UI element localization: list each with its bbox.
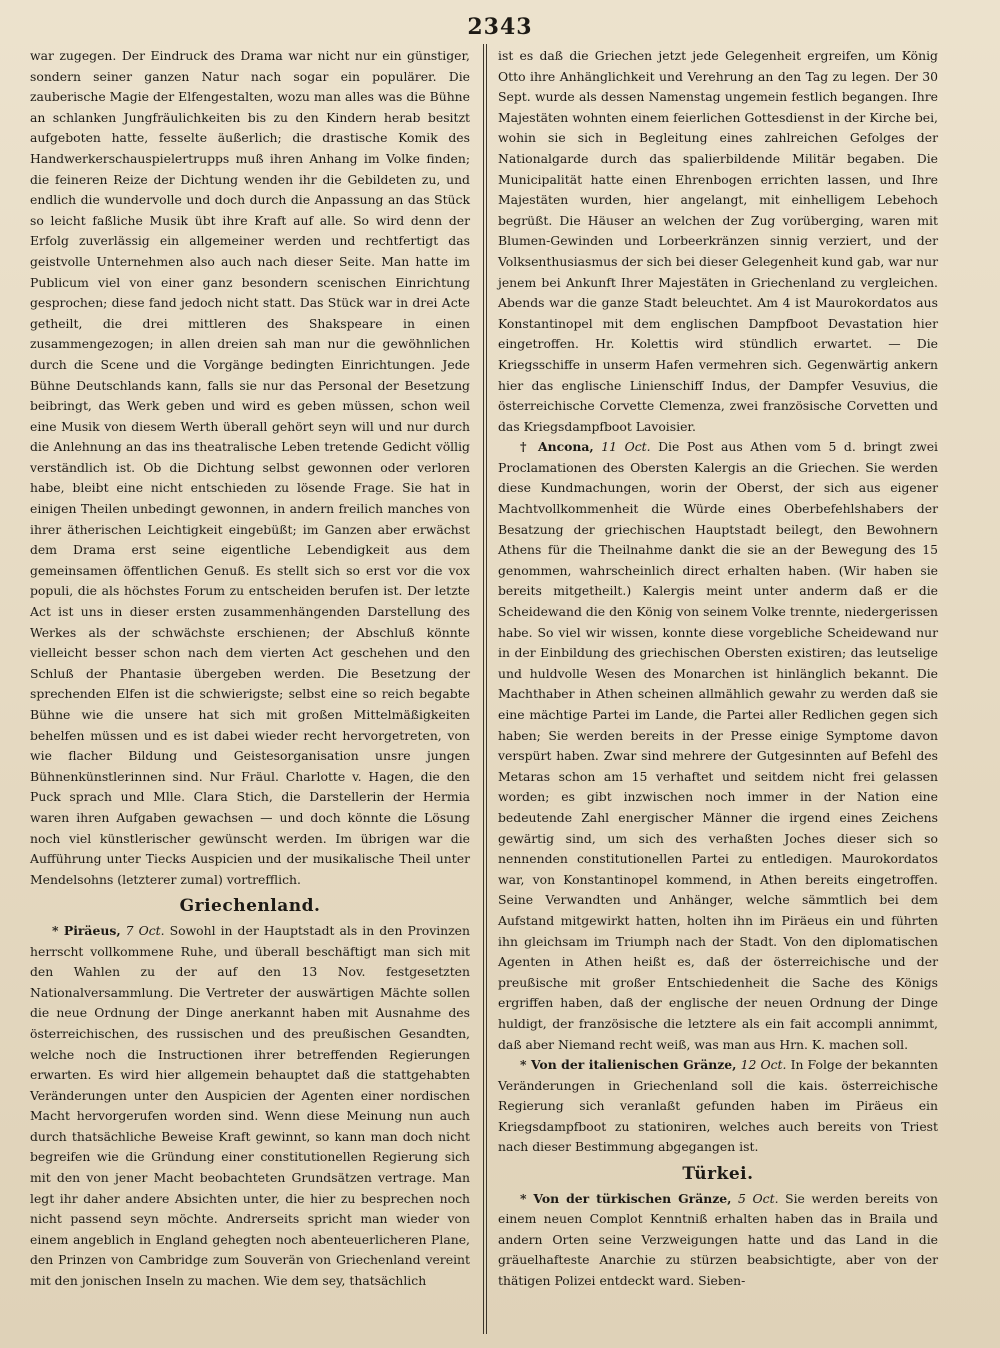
column-divider [483, 44, 487, 1334]
section-title-turkey: Türkei. [682, 1164, 754, 1185]
dateline-date: 12 Oct. [740, 1057, 787, 1073]
turkish-border-report [498, 1189, 938, 1292]
ancona-report [498, 437, 938, 1055]
right-column [498, 46, 938, 1292]
report-text: In Folge der bekannten Veränderungen in Griechenland soll die kais. österreichische Regierung sich veranlaßt gefunden haben im Piräeus ein Kriegsdampfboot zu stationiren, welches auch bereits von Triest nach dieser Bestimmung abgegangen ist. [498, 1057, 938, 1155]
report-text: Sie werden bereits von einem neuen Complot Kenntniß erhalten haben das in Braila und andern Orten seine Verzweigungen hatte und das Land in die gräuelhafteste Anarchie zu stürzen beabsichtigte, aber von der thätigen Polizei entdeckt ward. Sieben- [498, 1190, 938, 1289]
greece-continued-paragraph: ist es daß die Griechen jetzt jede Gelegenheit ergreifen, um König Otto ihre Anhänglichkeit und Verehrung an den Tag zu legen. Der 30 Sept. wurde als dessen Namenstag ungemein festlich begangen. Ihre Majestäten wohnten einem feierlichen Gottesdienst in der Kirche bei, wohin sie sich in Begleitung eines zahlreichen Gefolges der Nationalgarde durch das spalierbildende Militär begaben. Die Municipalität hatte einen Ehrenbogen errichten lassen, und Ihre Majestäten wurden, hier angelangt, mit einhelligem Lebehoch begrüßt. Die Häuser an welchen der Zug vorüberging, waren mit Blumen-Gewinden und Lorbeerkränzen sinnig verziert, und der Volksenthusiasmus der sich bei dieser Gelegenheit kund gab, war nur jenem bei Ankunft Ihrer Majestäten in Griechenland zu vergleichen. Abends war die ganze Stadt beleuchtet. Am 4 ist Maurokordatos aus Konstantinopel mit dem englischen Dampfboot Devastation hier eingetroffen. Hr. Kolettis wird stündlich erwartet. — Die Kriegsschiffe in unserm Hafen vermehren sich. Gegenwärtig ankern hier das englische Linienschiff Indus, der Dampfer Vesuvius, die österreichische Corvette Clemenza, zwei französische Corvetten und das Kriegsdampfboot Lavoisier. [498, 48, 938, 434]
theatre-review-paragraph: war zugegen. Der Eindruck des Drama war nicht nur ein günstiger, sondern seiner ganzen Natur nach sogar ein populärer. Die zauberische Magie der Elfengestalten, wozu man alles was die Bühne an schlanken Jungfräulichkeiten bis zu den Kindern herab besitzt aufgeboten hatte, fesselte äußerlich; die drastische Komik des Handwerkerschauspielertrupps muß ihren Anhang im Volke finden; die feineren Reize der Dichtung wenden ihr die Gebildeten zu, und endlich die wundervolle und doch durch die Anpassung an das Stück so leicht faßliche Musik übt ihre Kraft auf alle. So wird denn der Erfolg zuverlässig ein allgemeiner werden und rechtfertigt das geistvolle Unternehmen also auch nach dieser Seite. Man hatte im Publicum viel von einer ganz besondern scenischen Einrichtung gesprochen; diese fand jedoch nicht statt. Das Stück war in drei Acte getheilt, die drei mittleren des Shakspeare in einen zusammengezogen; in allen dreien sah man nur die gewöhnlichen durch die Scene und die Vorgänge bedingten Einrichtungen. Jede Bühne Deutschlands kann, falls sie nur das Personal der Besetzung beibringt, das Werk geben und wird es geben müssen, schon weil eine Musik von diesem Werth überall gehört seyn will und nur durch die Anlehnung an das ins theatralische Leben tretende Gedicht völlig verständlich ist. Ob die Dichtung selbst gewonnen oder verloren habe, bleibt eine nicht entschieden zu lösende Frage. Sie hat in einigen Theilen unbedingt gewonnen, in andern freilich manches von ihrer ätherischen Leichtigkeit eingebüßt; im Ganzen aber erwächst dem Drama erst seine eigentliche Lebendigkeit aus dem gemeinsamen öffentlichen Genuß. Es stellt sich so erst vor die vox populi, die als höchstes Forum zu entscheiden berufen ist. Der letzte Act ist uns in dieser ersten zusammenhängenden Darstellung des Werkes als der schwächste erschienen; der Abschluß könnte vielleicht besser schon nach dem vierten Act geschehen und den Schluß der Phantasie übergeben werden. Die Besetzung der sprechenden Elfen ist die schwierigste; selbst eine so reich begabte Bühne wie die unsere hat sich mit großen Mittelmäßigkeiten behelfen müssen und es ist dabei wieder recht hervorgetreten, von wie flacher Bildung und Geistesorganisation unsre jungen Bühnenkünstlerinnen sind. Nur Fräul. Charlotte v. Hagen, die den Puck sprach und Mlle. Clara Stich, die Darstellerin der Hermia waren ihren Aufgaben gewachsen — und doch könnte die Lösung noch viel künstlerischer gewünscht werden. Im übrigen war die Aufführung unter Tiecks Auspicien und der musikalische Theil unter Mendelsohns (letzterer zumal) vortrefflich. [30, 48, 470, 887]
page-number: 2343 [467, 14, 533, 40]
piraeus-report [30, 921, 470, 1292]
dateline-place: * Von der italienischen Gränze, [520, 1057, 737, 1073]
dateline-place: † Ancona, [520, 439, 594, 455]
report-text: Sowohl in der Hauptstadt als in den Provinzen herrscht vollkommene Ruhe, und überall beschäftigt man sich mit den Wahlen zu der auf den 13 Nov. festgesetzten Nationalversammlung. Die Vertreter der auswärtigen Mächte sollen die neue Ordnung der Dinge anerkannt haben mit Ausnahme des österreichischen, des russischen und des preußischen Gesandten, welche noch die Instructionen ihrer betreffenden Regierungen erwarten. Es wird hier allgemein behauptet daß die stattgehabten Veränderungen unter den Auspicien der Agenten einer nordischen Macht hervorgerufen worden sind. Wenn diese Meinung nun auch durch thatsächliche Beweise Kraft gewinnt, so kann man doch nicht begreifen wie die Gründung einer constitutionellen Regierung sich mit den von jener Macht beobachteten Grundsätzen vertrage. Man legt ihr daher andere Absichten unter, die hier zu besprechen noch nicht passend seyn möchte. Andrerseits spricht man wieder von einem angeblich in England gehegten noch abenteuerlicheren Plane, den Prinzen von Cambridge zum Souverän von Griechenland vereint mit den jonischen Inseln zu machen. Wie dem sey, thatsächlich [30, 922, 470, 1289]
italian-border-report [498, 1055, 938, 1158]
dateline-date: 5 Oct. [738, 1190, 779, 1206]
dateline-place: * Piräeus, [52, 922, 121, 938]
section-title-greece: Griechenland. [179, 896, 321, 917]
dateline-date: 11 Oct. [601, 439, 651, 455]
dateline-date: 7 Oct. [125, 922, 165, 938]
report-text: Die Post aus Athen vom 5 d. bringt zwei Proclamationen des Obersten Kalergis an die Griechen. Sie werden diese Kundmachungen, worin der Oberst, der sich aus eigener Machtvollkommenheit die Würde eines Oberbefehlshabers der Besatzung der griechischen Hauptstadt beilegt, den Bewohnern Athens für die Theilnahme dankt die sie an der Bewegung des 15 genommen, wahrscheinlich direct erhalten haben. (Wir haben sie bereits mitgetheilt.) Kalergis meint unter anderm daß er die Scheidewand die den König von seinem Volke trennte, niedergerissen habe. So viel wir wissen, konnte diese vorgebliche Scheidewand nur in der Einbildung des griechischen Obersten existiren; das leutselige und huldvolle Wesen des Monarchen ist hinlänglich bekannt. Die Machthaber in Athen scheinen allmählich gewahr zu werden daß sie eine mächtige Partei im Lande, die Partei aller Redlichen gegen sich haben; Sie werden bereits in der Presse einige Symptome davon verspürt haben. Zwar sind mehrere der Gutgesinnten auf Befehl des Metaras schon am 15 verhaftet und seitdem nicht frei gelassen worden; es gibt inzwischen noch immer in der Nation eine bedeutende Zahl energischer Männer die irgend eines Zeichens gewärtig sind, um sich des verhaßten Joches dieser sich so nennenden constitutionellen Partei zu entledigen. Maurokordatos war, von Konstantinopel kommend, in Athen bereits eingetroffen. Seine Verwandten und Anhänger, welche sämmtlich bei dem Aufstand mitgewirkt hatten, holten ihn im Piräeus ein und führten ihn gleichsam im Triumph nach der Stadt. Von den diplomatischen Agenten in Athen heißt es, daß der österreichische und der preußische mit großer Entschiedenheit die Sache des Königs ergriffen haben, daß der englische der neuen Ordnung der Dinge huldigt, der französische die letztere als ein fait accompli annimmt, daß aber Niemand recht weiß, was man aus Hrn. K. machen soll. [498, 439, 938, 1052]
left-column [30, 46, 470, 1292]
dateline-place: * Von der türkischen Gränze, [520, 1190, 732, 1206]
